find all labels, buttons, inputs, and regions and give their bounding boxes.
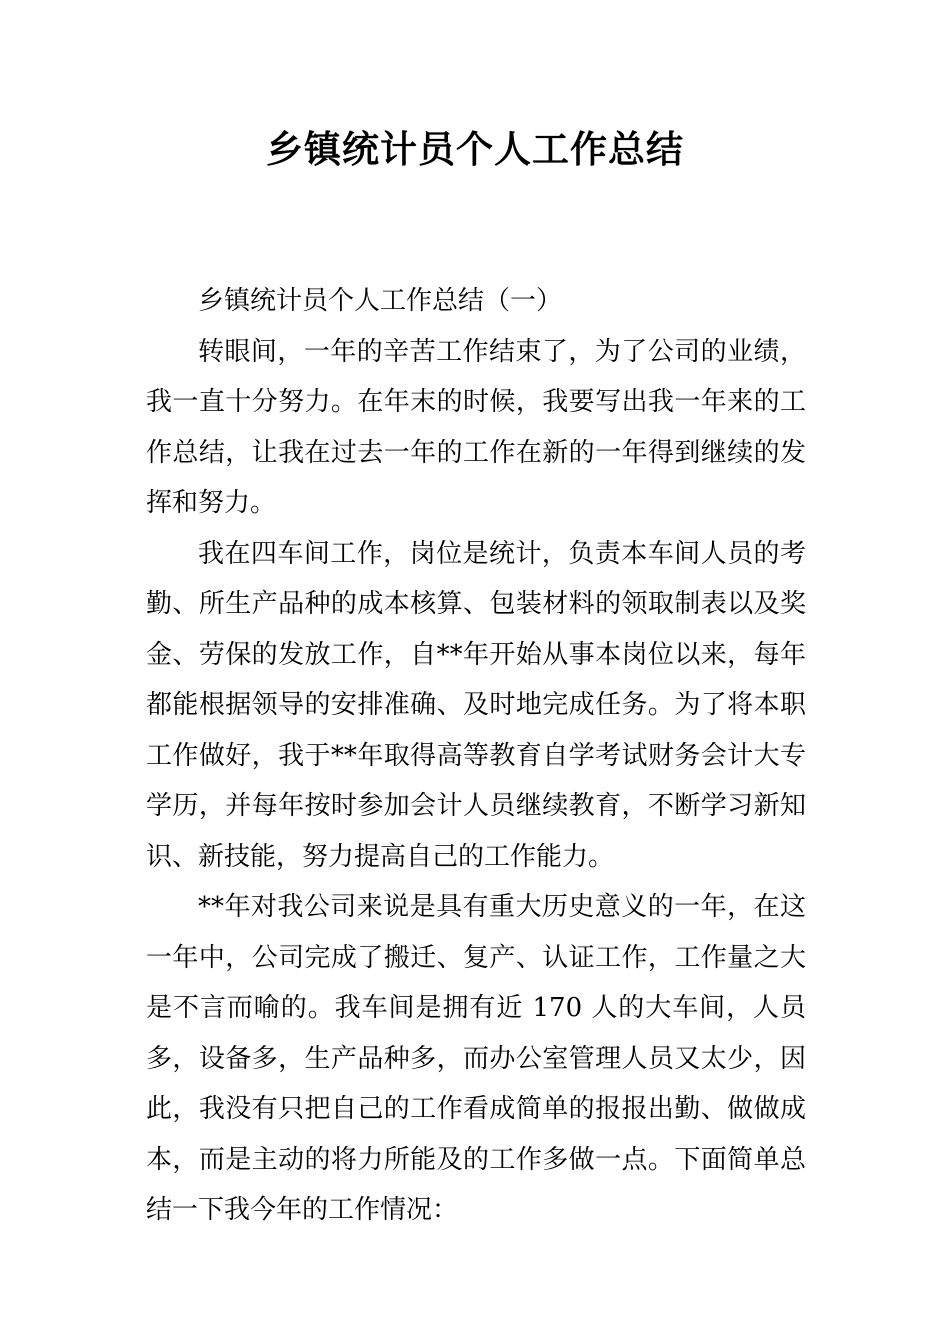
paragraph-1: 转眼间，一年的辛苦工作结束了，为了公司的业绩，我一直十分努力。在年末的时候，我要写出我一年来的工作总结，让我在过去一年的工作在新的一年得到继续的发挥和努力。 <box>146 336 806 518</box>
section-heading: 乡镇统计员个人工作总结（一） <box>198 286 563 316</box>
paragraph-2: 我在四车间工作，岗位是统计，负责本车间人员的考勤、所生产品种的成本核算、包装材料的领取制表以及奖金、劳保的发放工作，自**年开始从事本岗位以来，每年都能根据领导的安排准确、及时地完成任务。为了将本职工作做好，我于**年取得高等教育自学考试财务会计大专学历，并每年按时参加会计人员继续教育，不断学习新知识、新技能，努力提高自己的工作能力。 <box>146 538 806 872</box>
paragraph-3: **年对我公司来说是具有重大历史意义的一年，在这一年中，公司完成了搬迁、复产、认证工作，工作量之大是不言而喻的。我车间是拥有近 170 人的大车间，人员多，设备多，生产品种多，而办公室管理人员又太少，因此，我没有只把自己的工作看成简单的报报出勤、做做成本，而是主动的将力所能及的工作多做一点。下面简单总结一下我今年的工作情况： <box>146 892 806 1225</box>
document-body <box>146 276 806 1236</box>
document-title: 乡镇统计员个人工作总结 <box>266 128 684 171</box>
